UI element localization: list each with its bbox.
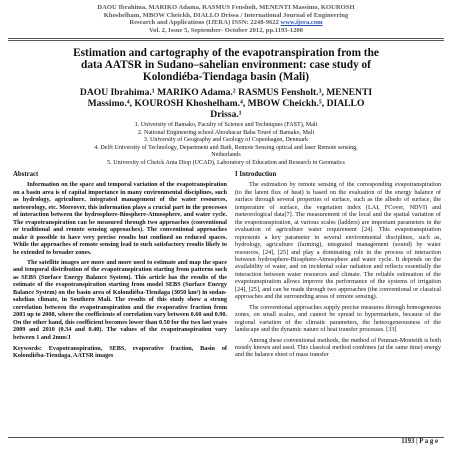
affiliations (6, 122, 446, 168)
authors-line-1: DAOU Ibrahima.¹ MARIKO Adama.² RASMUS Fensholt.³, MENENTI (79, 87, 373, 98)
intro-paragraph-3: Among these conventional methods, the method of Penman-Monteith is both mostly known and used. This classical method combines (at the same time) energy and the balance sheet of mass transfer (235, 336, 441, 359)
title-line-1: Estimation and cartography of the evapotranspiration from the (73, 47, 379, 59)
header-divider (8, 38, 444, 39)
journal-website-link[interactable]: www.ijera.com (280, 19, 323, 27)
intro-paragraph-2: The conventional approaches supply precise measures through homogeneous zones, on small scales, and cannot be spread to hypermarkets, because of the regional variation of the climatic parameters, the heterogeneousness of the landscape and the dynamic nature of heat transfer processes. [33] (235, 303, 441, 334)
abstract-paragraph-2: The satellite images are more and more used to estimate and map the space and temporal distribution of the evapotranspiration starting from patterns such as SEBS (Surface Energy Balance System). This article has the results of the estimate of the evapotranspiration starting from model SEBS (Surface Energy Balance System) on the basin area of Kolondiéba-Tiendaga (3050 km²) in sudan-sahelian climate, in Southern Mali. The results of this study show a strong correlation between the evapotranspiration and the evaporative fraction from 2003 up to 2008, where the coefficients of correlation vary between 0.60 and 0.90. On the other hand, this coefficient becomes lower than 0.50 for the two last years 2009 and 2010 (0.34 and 0.40). The values of the evapotranspiration vary between 1 and 2mm/J (13, 258, 227, 341)
header-line-1: DAOU Ibrahima, MARIKO Adama, RASMUS Fensholt, MENENTI Massimo, KOUROSH (97, 4, 355, 11)
header-line-2: Khoshelham, MBOW Cheickh, DIALLO Drissa / International Journal of Engineering (103, 11, 349, 19)
abstract-heading: Abstract (13, 171, 39, 178)
author-list (6, 87, 446, 120)
affiliation-1: 1. University of Bamako, Faculty of Science and Techniques (FAST), Mali (134, 122, 318, 128)
authors-line-2: Massimo.⁴, KOUROSH Khoshelham.⁴, MBOW Cheickh.⁵, DIALLO (87, 98, 365, 109)
title-line-2: data AATSR in Sudano–sahelian environment: case study of (81, 59, 371, 72)
title-line-3: Kolondiéba-Tiendaga basin (Mali) (142, 71, 310, 84)
header-divider-2 (8, 40, 444, 41)
affiliation-4: 4. Delft University of Technology, Department and Bath, Remote Sensing optical and laser Remote sensing, (94, 144, 358, 151)
abstract-paragraph-1: Information on the space and temporal variation of the evapotranspiration on a basin area is of capital importance in many environmental disciplines, such as hydrology, agriculture, integrated management of the water resources, meteorology, etc. Moreover, this information plays a crucial part in the processes of interaction between the hydrosphere-Biosphere-Atmosphere, and water cycle. The evapotranspiration can be measured through two approaches (conventional or traditional and remote sensing approaches). The conventional approaches make it possible to have very precise results but confined on reduced spaces. While the approaches of remote sensing lead to such satisfactory results likely to be extended to broader zones. (13, 181, 227, 256)
journal-header (8, 4, 444, 35)
intro-paragraph-1: The estimation by remote sensing of the corresponding evapotranspiration (to the latent flux of heat) is based on the evaluation of the energy balance of surface through several properties of surface, such as the albedo of surface, the temperature of surface, the vegetation index (LAI, FCover, NDVI) and meteorological data[7]. The measurement of the local and the spatial variation of the evapotranspiration, at various scales (ladders) are important parameters in the evaluation of agriculture water requirement [24]. This evapotranspiration represents a key parameter in several environmental disciplines, such as, hydrology, agriculture (farming), integrated management (sound) by water resources, [24], [25] and play a dominating role in the process of interaction between hydrosphere-Biosphere-Atmosphere and water cycle. It depends on the availability of water, and on incidental solar radiation and reflects essentially the interaction between water resources and climate. The reliable estimation of the evapotranspiration allows improve the performance of the systems of irrigation [24], [25], and can be made through two approaches (the conventional or classical approaches and the surrounding areas of remote sensing). (235, 181, 441, 301)
introduction-column (235, 171, 441, 362)
affiliation-2: 2. National Engineering school Aboubacar Baba Touré of Bamako, Mali (137, 129, 315, 136)
footer-divider (8, 437, 444, 438)
affiliation-3: 3. University of Geography and Geology of Copenhagen, Denmark (143, 137, 309, 144)
header-line-4: Vol. 2, Issue 5, September- October 2012, pp.1193-1200 (149, 27, 303, 35)
keywords: Keywords: Evapotranspiration, SEBS, evaporative fraction, Basin of Kolondiéba-Tiendaga, AATSR images (13, 344, 227, 360)
affiliation-5: 5. University of Cheick Anta Diop (UCAD), Laboratory of Education and Research in Geomatics (107, 159, 345, 166)
authors-line-3: Drissa.¹ (210, 109, 242, 120)
abstract-column (13, 171, 227, 363)
header-line-3 (8, 19, 444, 27)
introduction-heading: I Introduction (235, 171, 277, 178)
page-number: 1193 | P a g e (401, 438, 438, 445)
paper-title (6, 47, 446, 83)
affiliation-4-cont: Netherlands (211, 152, 241, 159)
header-issn-text: Research and Applications (IJERA) ISSN: 2248-9622 (129, 19, 281, 27)
